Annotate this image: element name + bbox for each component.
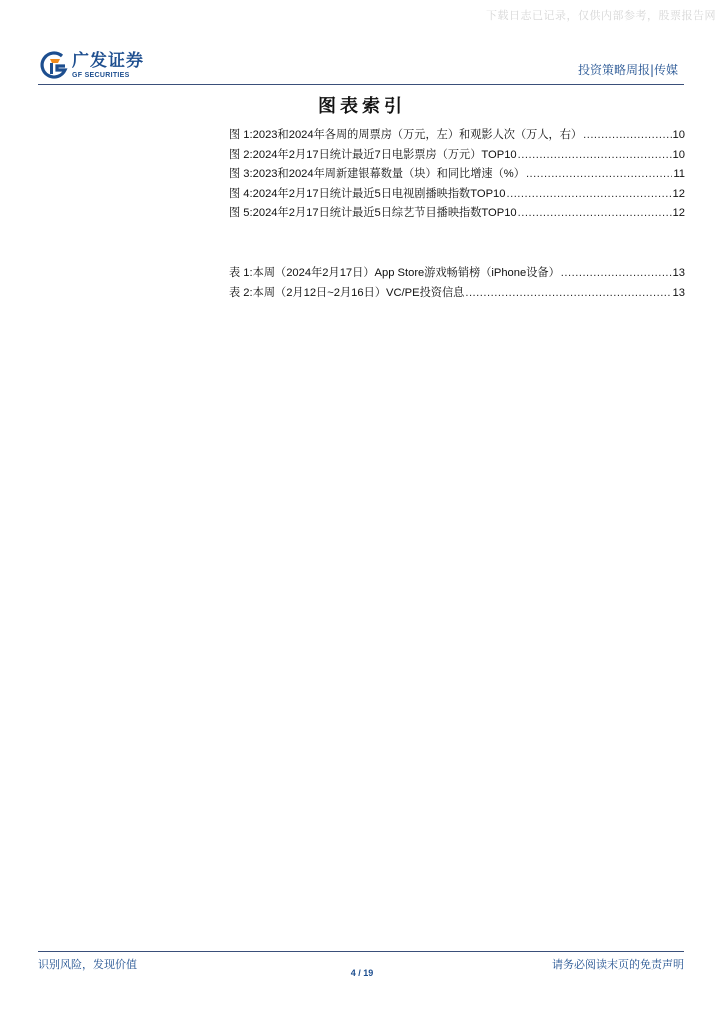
logo-english-name: GF SECURITIES	[72, 72, 130, 79]
toc-label: 图 1:	[229, 129, 253, 141]
toc-entry-table-1[interactable]	[229, 264, 685, 284]
page-title: 图表索引	[318, 96, 406, 117]
toc-text: 本周（2024年2月17日）App Store游戏畅销榜（iPhone设备）	[252, 267, 560, 279]
report-type: 投资策略周报|传媒	[577, 63, 678, 77]
toc-page: 11	[673, 168, 685, 180]
toc-text: 2023和2024年周新建银幕数量（块）和同比增速（%）	[252, 168, 525, 180]
toc-text: 2024年2月17日统计最近5日综艺节目播映指数TOP10	[252, 207, 517, 219]
toc-leader	[506, 188, 671, 200]
toc-page: 13	[672, 286, 685, 299]
toc-label: 表 1:	[229, 267, 253, 279]
toc-label: 图 2:	[229, 148, 253, 161]
toc-entry-figure-4[interactable]	[229, 185, 685, 205]
footer-divider	[38, 951, 684, 952]
toc-entry-table-2[interactable]	[229, 284, 685, 304]
toc-page: 10	[672, 129, 685, 141]
toc-entry-figure-3[interactable]	[229, 165, 685, 185]
toc-label: 图 4:	[229, 187, 253, 200]
watermark: 下载日志已记录，仅供内部参考，股票报告网	[486, 9, 716, 22]
toc-text: 2023和2024年各周的周票房（万元，左）和观影人次（万人，右）	[252, 129, 583, 141]
toc-text: 2024年2月17日统计最近5日电视剧播映指数TOP10	[252, 187, 506, 200]
footer-slogan: 识别风险，发现价值	[38, 958, 137, 971]
toc-leader	[518, 207, 672, 219]
toc-leader	[465, 287, 671, 299]
toc-entry-figure-1[interactable]	[229, 126, 685, 146]
toc-page: 13	[672, 267, 685, 279]
toc-text: 2024年2月17日统计最近7日电影票房（万元）TOP10	[252, 148, 517, 161]
toc-label: 图 5:	[229, 207, 253, 219]
toc-leader	[526, 168, 672, 180]
figure-index-list	[229, 126, 685, 224]
footer-disclaimer-note: 请务必阅读末页的免责声明	[552, 958, 684, 971]
table-index-list	[229, 264, 685, 303]
toc-page: 12	[672, 207, 685, 219]
logo-chinese-name: 广发证券	[72, 51, 144, 71]
toc-leader	[561, 267, 672, 279]
gf-logo-icon	[38, 51, 68, 81]
toc-page: 12	[672, 187, 685, 200]
gf-securities-logo	[38, 48, 144, 84]
toc-page: 10	[672, 148, 685, 161]
toc-leader	[583, 129, 671, 141]
toc-label: 表 2:	[229, 286, 253, 299]
page-number: 4 / 19	[350, 968, 374, 978]
page-header	[38, 48, 684, 85]
toc-leader	[518, 149, 672, 161]
toc-entry-figure-2[interactable]	[229, 146, 685, 166]
toc-label: 图 3:	[229, 168, 253, 180]
toc-text: 本周（2月12日~2月16日）VC/PE投资信息	[252, 286, 465, 299]
toc-entry-figure-5[interactable]	[229, 204, 685, 224]
